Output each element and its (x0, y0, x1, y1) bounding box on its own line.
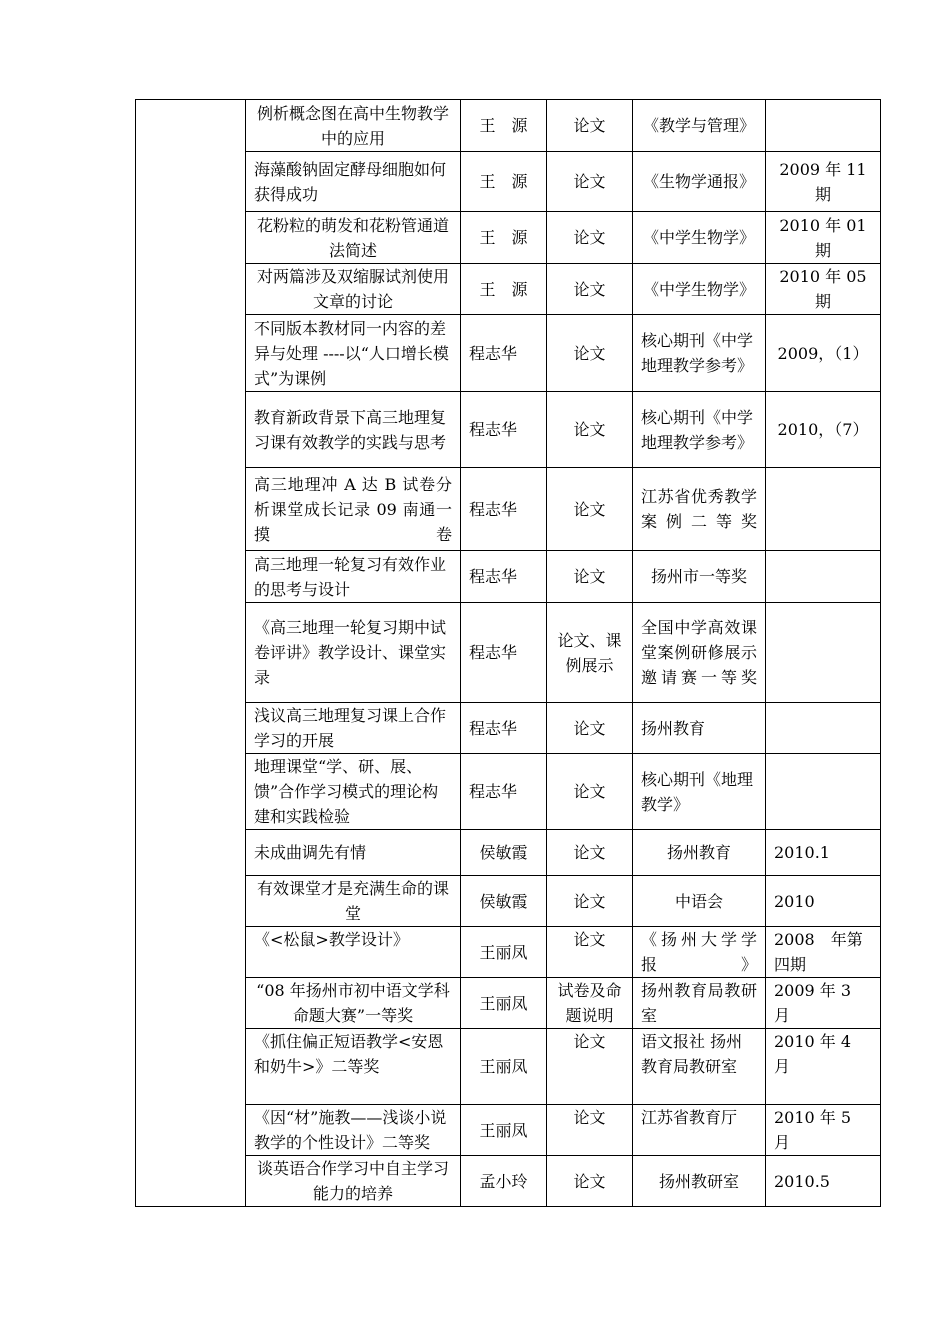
table-row (136, 1105, 881, 1156)
table-row (136, 264, 881, 315)
venue-cell: 核心期刊《中学地理教学参考》 (633, 315, 766, 392)
type-cell: 论文 (547, 100, 633, 152)
type-cell: 试卷及命题说明 (547, 978, 633, 1029)
date-cell: 2010 年 5 月 (766, 1105, 881, 1156)
venue-cell: 扬州教育 (633, 830, 766, 876)
author-cell: 王 源 (461, 100, 547, 152)
date-cell (766, 603, 881, 703)
title-cell: 例析概念图在高中生物教学中的应用 (246, 100, 461, 152)
title-cell: 谈英语合作学习中自主学习能力的培养 (246, 1156, 461, 1207)
table-row (136, 100, 881, 152)
type-cell: 论文 (547, 152, 633, 212)
table-row (136, 1029, 881, 1105)
type-cell: 论文 (547, 315, 633, 392)
author-cell: 王 源 (461, 152, 547, 212)
table-row (136, 703, 881, 754)
category-cell (136, 100, 246, 1207)
author-cell: 王 源 (461, 264, 547, 315)
author-cell: 程志华 (461, 468, 547, 551)
title-cell: 高三地理一轮复习有效作业的思考与设计 (246, 551, 461, 603)
venue-cell: 《教学与管理》 (633, 100, 766, 152)
date-cell: 2009 年 3 月 (766, 978, 881, 1029)
table-row (136, 876, 881, 927)
date-cell (766, 754, 881, 830)
title-cell: 海藻酸钠固定酵母细胞如何获得成功 (246, 152, 461, 212)
table-row (136, 315, 881, 392)
title-cell: 《<松鼠>教学设计》 (246, 927, 461, 978)
title-cell: 《抓住偏正短语教学<安恩和奶牛>》二等奖 (246, 1029, 461, 1105)
table-row (136, 754, 881, 830)
date-cell: 2010 (766, 876, 881, 927)
venue-cell: 《中学生物学》 (633, 212, 766, 264)
venue-cell: 核心期刊《地理教学》 (633, 754, 766, 830)
type-cell: 论文、课例展示 (547, 603, 633, 703)
title-cell: 有效课堂才是充满生命的课堂 (246, 876, 461, 927)
title-cell: 地理课堂“学、研、展、馈”合作学习模式的理论构建和实践检验 (246, 754, 461, 830)
author-cell: 程志华 (461, 315, 547, 392)
type-cell: 论文 (547, 551, 633, 603)
type-cell: 论文 (547, 703, 633, 754)
author-cell: 王丽凤 (461, 1029, 547, 1105)
date-cell (766, 100, 881, 152)
title-cell: 未成曲调先有情 (246, 830, 461, 876)
author-cell: 程志华 (461, 603, 547, 703)
author-cell: 程志华 (461, 392, 547, 468)
date-cell: 2010 年 05 期 (766, 264, 881, 315)
title-cell: 《高三地理一轮复习期中试卷评讲》教学设计、课堂实录 (246, 603, 461, 703)
table-row (136, 212, 881, 264)
table-row (136, 392, 881, 468)
venue-cell: 《扬州大学学报》 (633, 927, 766, 978)
type-cell: 论文 (547, 468, 633, 551)
author-cell: 侯敏霞 (461, 876, 547, 927)
venue-cell: 核心期刊《中学地理教学参考》 (633, 392, 766, 468)
author-cell: 程志华 (461, 754, 547, 830)
title-cell: 高三地理冲 A 达 B 试卷分析课堂成长记录 09 南通一摸卷 (246, 468, 461, 551)
date-cell: 2008 年第四期 (766, 927, 881, 978)
title-cell: “08 年扬州市初中语文学科命题大赛”一等奖 (246, 978, 461, 1029)
venue-cell: 全国中学高效课堂案例研修展示邀请赛一等奖 (633, 603, 766, 703)
date-cell: 2010.1 (766, 830, 881, 876)
type-cell: 论文 (547, 876, 633, 927)
type-cell: 论文 (547, 927, 633, 978)
author-cell: 程志华 (461, 703, 547, 754)
venue-cell: 扬州教研室 (633, 1156, 766, 1207)
date-cell: 2010 年 01 期 (766, 212, 881, 264)
type-cell: 论文 (547, 392, 633, 468)
type-cell: 论文 (547, 754, 633, 830)
date-cell: 2010，（7） (766, 392, 881, 468)
author-cell: 王 源 (461, 212, 547, 264)
venue-cell: 语文报社 扬州教育局教研室 (633, 1029, 766, 1105)
table-row (136, 603, 881, 703)
author-cell: 王丽凤 (461, 1105, 547, 1156)
date-cell (766, 468, 881, 551)
venue-cell: 扬州市一等奖 (633, 551, 766, 603)
type-cell: 论文 (547, 264, 633, 315)
title-cell: 教育新政背景下高三地理复习课有效教学的实践与思考 (246, 392, 461, 468)
venue-cell: 《生物学通报》 (633, 152, 766, 212)
venue-cell: 扬州教育局教研室 (633, 978, 766, 1029)
type-cell: 论文 (547, 212, 633, 264)
venue-cell: 中语会 (633, 876, 766, 927)
table-row (136, 1156, 881, 1207)
table-row (136, 468, 881, 551)
venue-cell: 扬州教育 (633, 703, 766, 754)
title-cell: 《因“材”施教——浅谈小说教学的个性设计》二等奖 (246, 1105, 461, 1156)
type-cell: 论文 (547, 1029, 633, 1105)
author-cell: 侯敏霞 (461, 830, 547, 876)
table-row (136, 551, 881, 603)
author-cell: 程志华 (461, 551, 547, 603)
publications-table (135, 99, 881, 1207)
date-cell (766, 703, 881, 754)
type-cell: 论文 (547, 1156, 633, 1207)
title-cell: 浅议高三地理复习课上合作学习的开展 (246, 703, 461, 754)
table-row (136, 152, 881, 212)
title-cell: 对两篇涉及双缩脲试剂使用文章的讨论 (246, 264, 461, 315)
venue-cell: 江苏省优秀教学案例二等奖 (633, 468, 766, 551)
title-cell: 花粉粒的萌发和花粉管通道法简述 (246, 212, 461, 264)
date-cell: 2010.5 (766, 1156, 881, 1207)
type-cell: 论文 (547, 830, 633, 876)
date-cell (766, 551, 881, 603)
venue-cell: 江苏省教育厅 (633, 1105, 766, 1156)
author-cell: 王丽凤 (461, 927, 547, 978)
venue-cell: 《中学生物学》 (633, 264, 766, 315)
table-row (136, 830, 881, 876)
date-cell: 2009，（1） (766, 315, 881, 392)
type-cell: 论文 (547, 1105, 633, 1156)
author-cell: 王丽凤 (461, 978, 547, 1029)
date-cell: 2010 年 4 月 (766, 1029, 881, 1105)
author-cell: 孟小玲 (461, 1156, 547, 1207)
table-row (136, 927, 881, 978)
date-cell: 2009 年 11 期 (766, 152, 881, 212)
title-cell: 不同版本教材同一内容的差异与处理 ----以“人口增长模式”为课例 (246, 315, 461, 392)
table-row (136, 978, 881, 1029)
